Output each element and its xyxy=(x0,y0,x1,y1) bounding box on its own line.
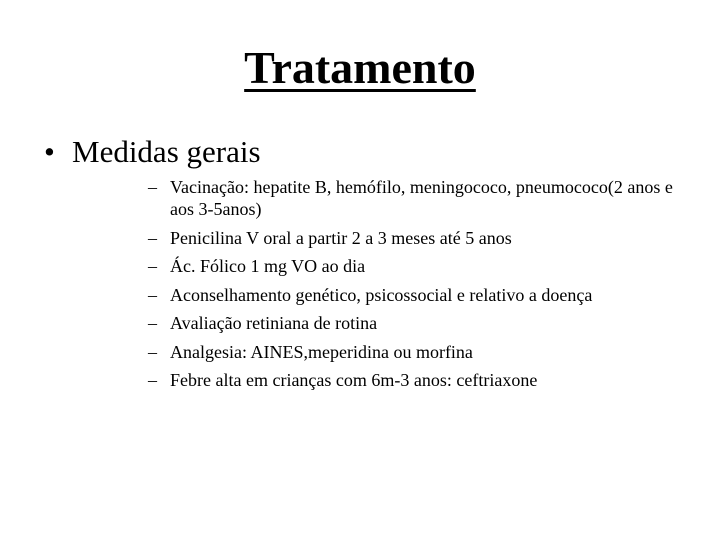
sub-bullet-item xyxy=(148,366,688,395)
dash-icon: – xyxy=(148,313,157,333)
sub-bullet-text: Febre alta em crianças com 6m-3 anos: ceftriaxone xyxy=(170,370,538,390)
dash-icon: – xyxy=(148,341,157,362)
sub-bullet-item xyxy=(148,252,688,281)
dash-icon: – xyxy=(148,370,157,390)
main-bullet-item xyxy=(44,132,261,172)
sub-bullet-item xyxy=(148,309,688,338)
sub-bullet-text: Avaliação retiniana de rotina xyxy=(170,313,378,333)
sub-bullet-item xyxy=(148,173,688,224)
dash-icon: – xyxy=(148,284,157,305)
dash-icon: – xyxy=(148,177,157,197)
sub-bullet-text: Ác. Fólico 1 mg VO ao dia xyxy=(170,256,366,276)
sub-bullet-item xyxy=(148,338,688,367)
sub-bullet-item xyxy=(148,281,688,310)
sub-bullet-text: Analgesia: AINES,meperidina ou morfina xyxy=(170,341,473,362)
bullet-icon: • xyxy=(44,134,55,169)
sub-bullet-text: Vacinação: hepatite B, hemófilo, meningococo, pneumococo(2 anos e aos 3-5anos) xyxy=(170,177,673,219)
sub-bullet-text: Penicilina V oral a partir 2 a 3 meses até 5 anos xyxy=(170,227,512,248)
dash-icon: – xyxy=(148,227,157,248)
sub-bullet-text: Aconselhamento genético, psicossocial e relativo a doença xyxy=(170,284,593,305)
dash-icon: – xyxy=(148,256,157,276)
slide-title: Tratamento xyxy=(244,42,476,93)
sub-bullet-item xyxy=(148,224,688,253)
sub-bullet-list xyxy=(148,173,688,395)
main-bullet-text: Medidas gerais xyxy=(72,134,261,169)
